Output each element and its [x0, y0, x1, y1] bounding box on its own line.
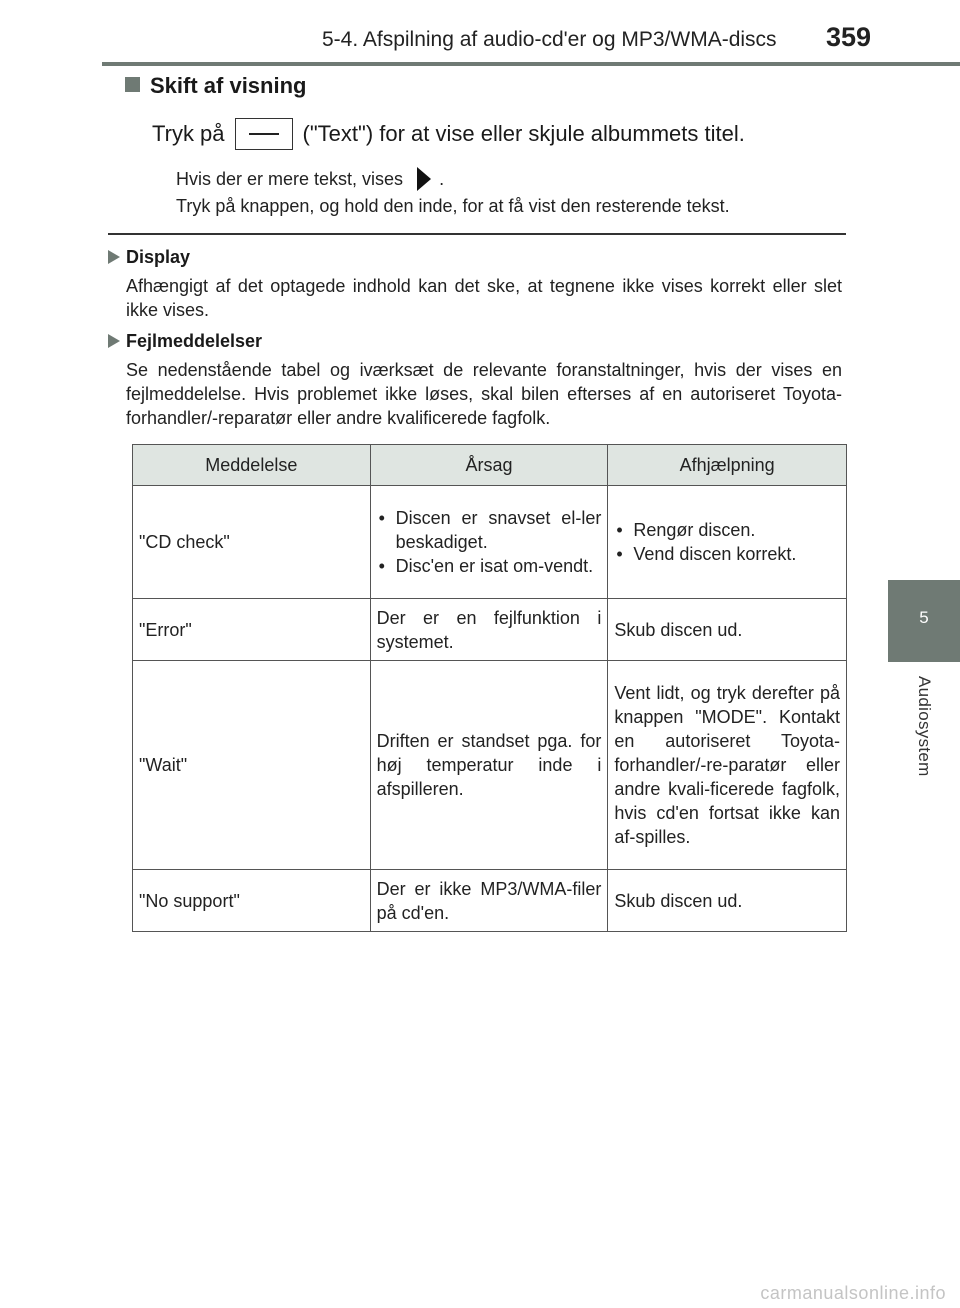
errors-text: Se nedenstående tabel og iværksæt de relevante foranstaltninger, hvis der vises en fejlmeddelelse. Hvis problemet ikke løses, skal bilen efterses af en autoriseret Toyota-forhandler/-reparatør eller andre kvalificerede fagfolk.: [126, 360, 842, 428]
remedy-cell: Skub discen ud.: [608, 870, 847, 932]
watermark: carmanualsonline.info: [760, 1283, 946, 1303]
table-row: [133, 486, 847, 599]
table-row: [133, 599, 847, 661]
column-header: Årsag: [370, 445, 608, 486]
error-table: [132, 444, 847, 932]
column-header: Meddelelse: [133, 445, 371, 486]
column-header: Afhjælpning: [608, 445, 847, 486]
table-header-row: [133, 445, 847, 486]
triangle-bullet-icon: [108, 250, 120, 264]
remedy-cell: [608, 486, 847, 599]
instruction: [152, 117, 745, 151]
play-arrow-icon: [417, 167, 431, 191]
message-cell: "Error": [133, 599, 371, 661]
instruction-before: Tryk på: [152, 121, 225, 146]
section-divider: [108, 233, 846, 235]
display-heading: [108, 247, 190, 268]
cause-cell: Der er ikke MP3/WMA-filer på cd'en.: [370, 870, 608, 932]
list-item: • Disc'en er isat om-vendt.: [377, 554, 602, 578]
instruction-after: ("Text") for at vise eller skjule albummets titel.: [302, 121, 745, 146]
header-rule: [102, 62, 960, 66]
remedy-cell: Skub discen ud.: [608, 599, 847, 661]
square-bullet-icon: [125, 77, 140, 92]
message-cell: "No support": [133, 870, 371, 932]
section-heading: [125, 73, 306, 99]
errors-heading: [108, 331, 262, 352]
list-item: • Vend discen korrekt.: [614, 542, 840, 566]
display-text: Afhængigt af det optagede indhold kan det ske, at tegnene ikke vises korrekt eller slet ikke vises.: [126, 276, 842, 320]
chapter-label: Audiosystem: [915, 676, 934, 777]
display-heading-text: Display: [126, 247, 191, 267]
note-line-1-after: .: [439, 169, 445, 189]
note-line-2: Tryk på knappen, og hold den inde, for at få vist den resterende tekst.: [176, 196, 730, 216]
errors-heading-text: Fejlmeddelelser: [126, 331, 263, 351]
chapter-tab: [888, 580, 960, 662]
triangle-bullet-icon: [108, 334, 120, 348]
message-cell: "CD check": [133, 486, 371, 599]
cause-cell: Der er en fejlfunktion i systemet.: [370, 599, 608, 661]
remedy-cell: Vent lidt, og tryk derefter på knappen "MODE". Kontakt en autoriseret Toyota-forhandler/-re-paratør eller andre kvali-ficerede fagfolk, hvis cd'en fortsat ikke kan af-spilles.: [608, 661, 847, 870]
header-title: 5-4. Afspilning af audio-cd'er og MP3/WMA-discs: [322, 28, 777, 51]
table-row: [133, 870, 847, 932]
chapter-number: 5: [919, 608, 929, 627]
message-cell: "Wait": [133, 661, 371, 870]
text-button-icon: [235, 118, 293, 150]
page-number: 359: [826, 22, 872, 52]
section-heading-text: Skift af visning: [150, 73, 307, 98]
list-item: • Rengør discen.: [614, 518, 840, 542]
cause-cell: [370, 486, 608, 599]
note-line-1-before: Hvis der er mere tekst, vises: [176, 169, 404, 189]
table-row: [133, 661, 847, 870]
list-item: • Discen er snavset el-ler beskadiget.: [377, 506, 602, 554]
note-line-1: [176, 167, 444, 191]
cause-cell: Driften er standset pga. for høj temperatur inde i afspilleren.: [370, 661, 608, 870]
